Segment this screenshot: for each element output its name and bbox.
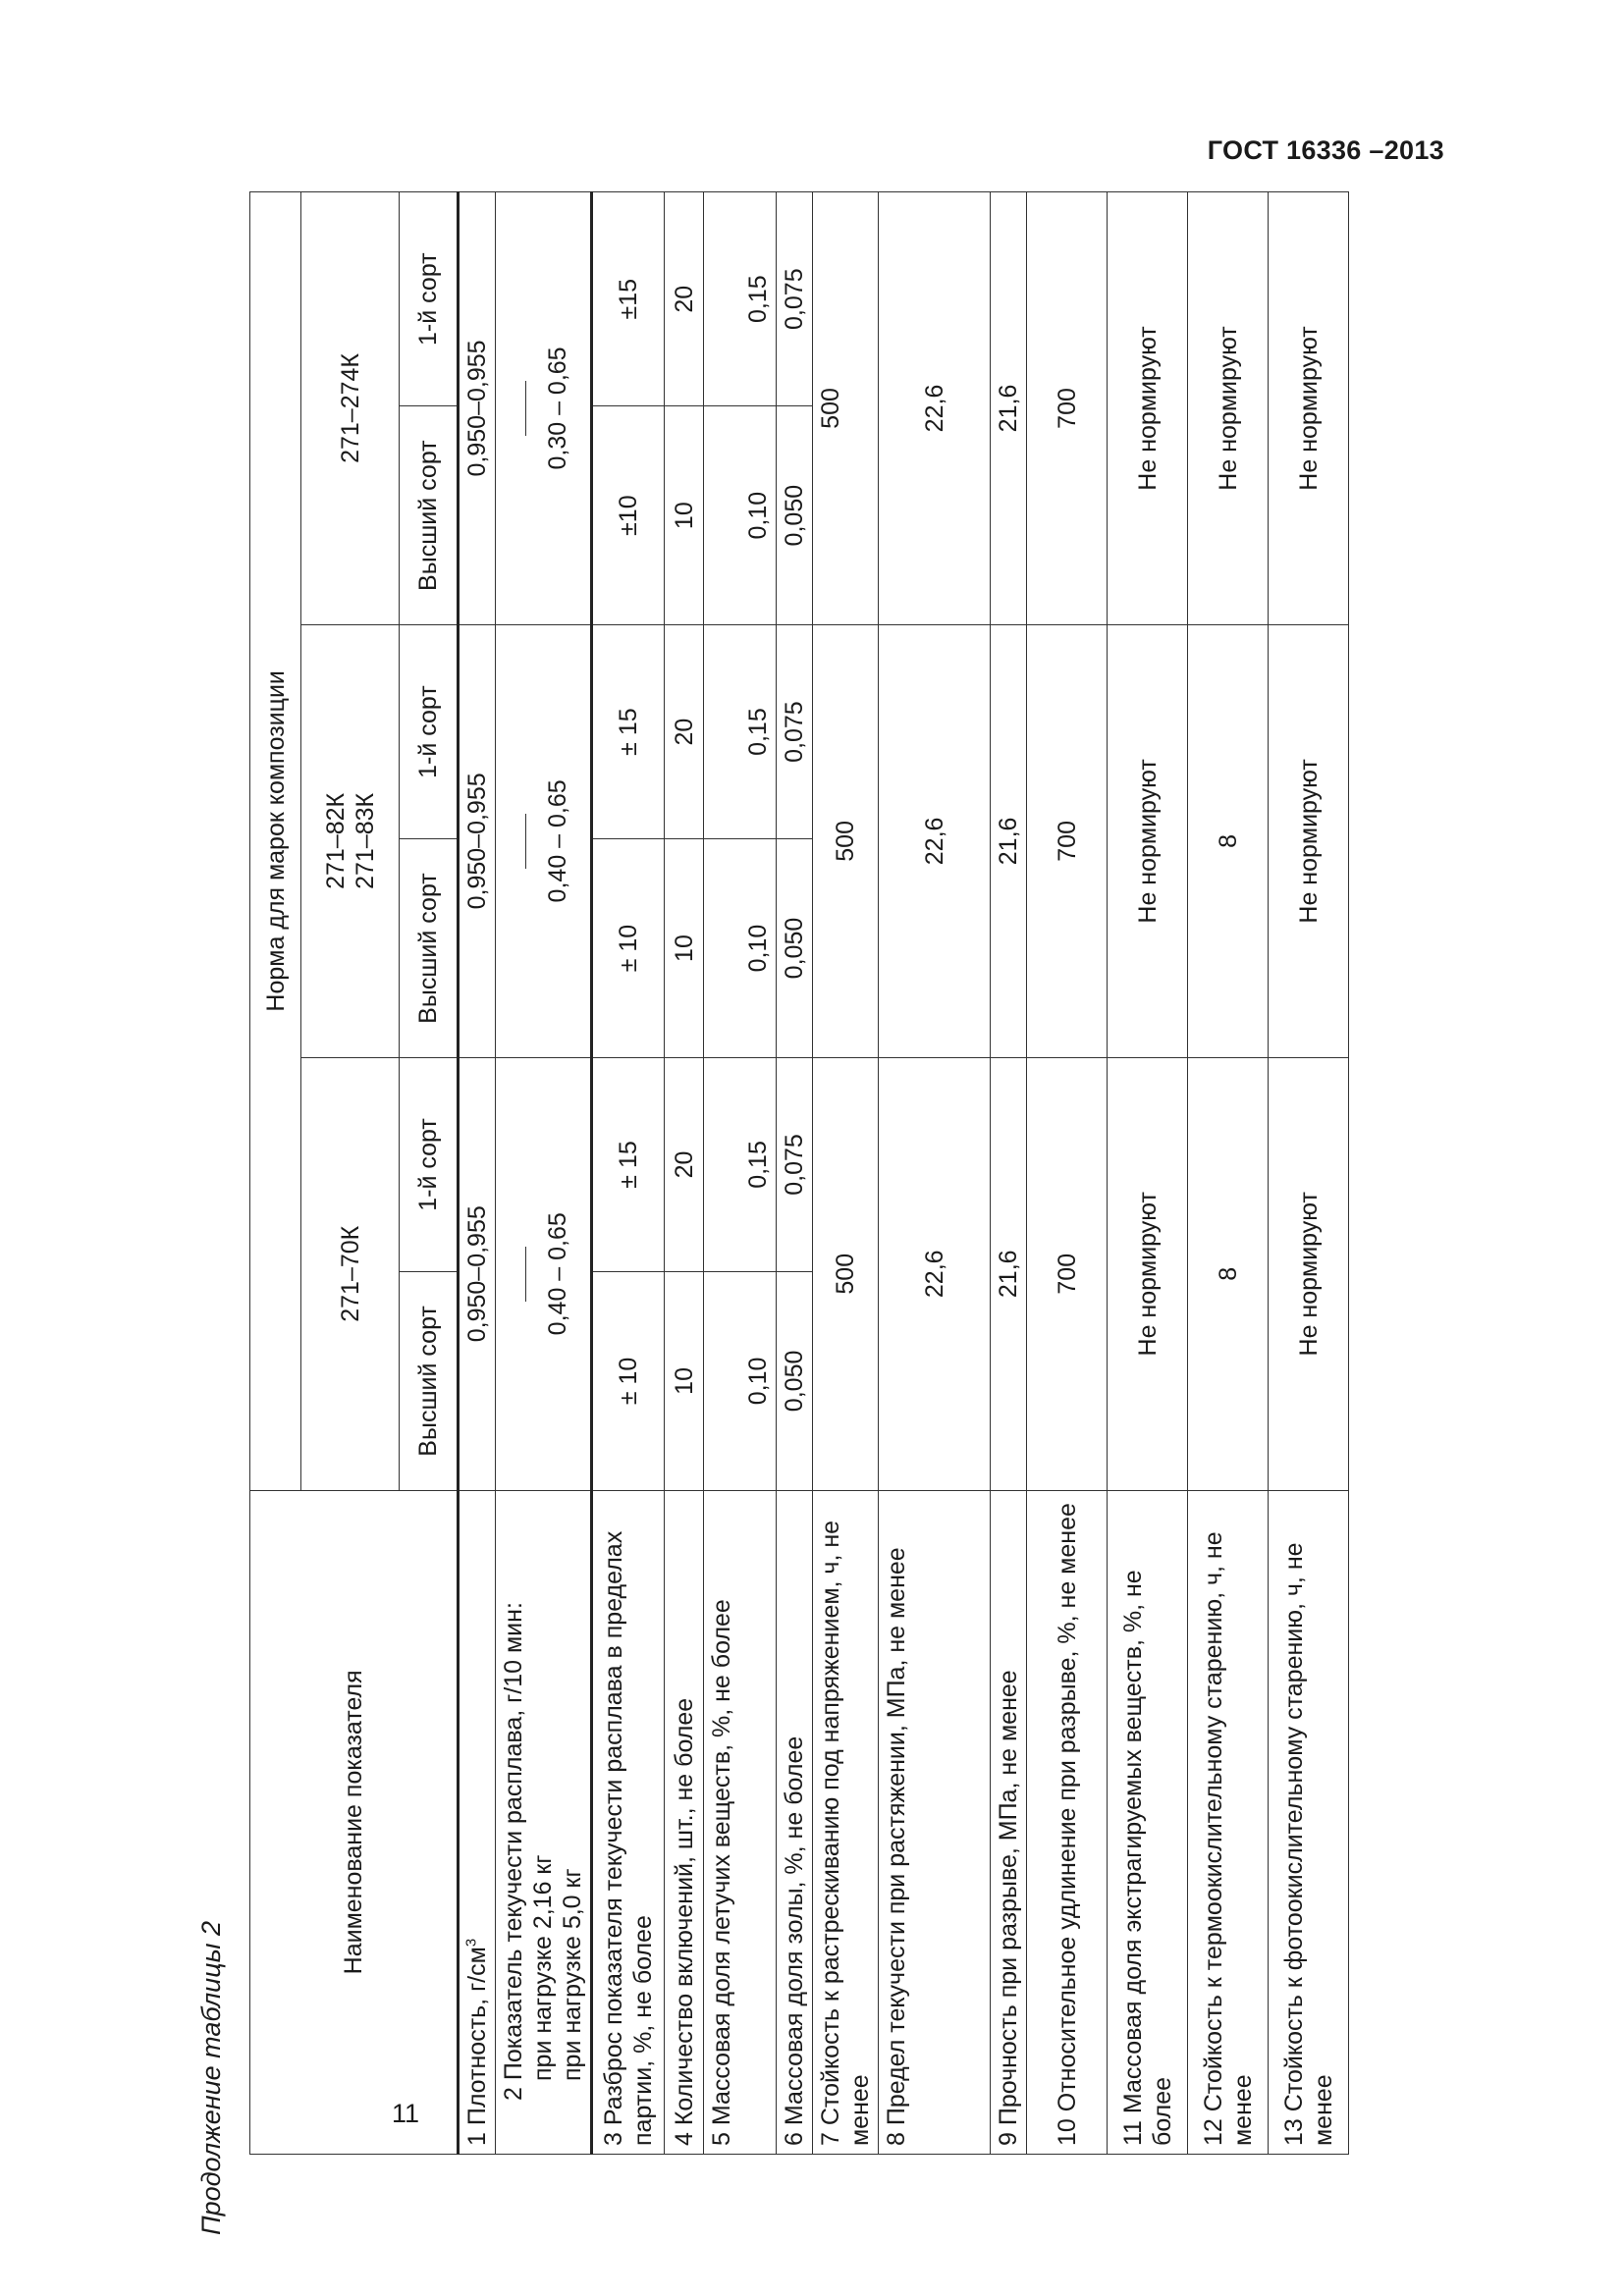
sort-first-70k: 1-й сорт (400, 1057, 459, 1271)
row-6-top-82k: 0,050 (777, 839, 813, 1058)
table-row (1027, 192, 1108, 2155)
row-6-first-70k: 0,075 (777, 1057, 813, 1271)
row-10-value-274k: 700 (1027, 192, 1108, 625)
row-5-top-274k: 0,10 (704, 406, 777, 625)
row-12-value-82k: 8 (1188, 624, 1269, 1057)
row-5-name: 5 Массовая доля летучих веществ, %, не более (704, 1490, 777, 2154)
row-11-value-274k: Не нормируют (1108, 192, 1188, 625)
row-10-value-70k: 700 (1027, 1057, 1108, 1490)
row-5-first-82k: 0,15 (704, 624, 777, 838)
table-row (496, 192, 592, 2155)
row-10-name: 10 Относительное удлинение при разрыве, %, не менее (1027, 1490, 1108, 2154)
table-row (1269, 192, 1349, 2155)
table-row (459, 192, 496, 2155)
table-row (1188, 192, 1269, 2155)
row-9-name: 9 Прочность при разрыве, МПа, не менее (991, 1490, 1027, 2154)
row-7-value-70k: 500 (813, 1057, 879, 1490)
row-6-top-274k: 0,050 (777, 406, 813, 625)
sort-first-274k: 1-й сорт (400, 192, 459, 406)
rotated-content (196, 118, 1434, 2238)
row-3-top-70k: ± 10 (592, 1272, 665, 1491)
row-9-value-70k: 21,6 (991, 1057, 1027, 1490)
row-6-top-70k: 0,050 (777, 1272, 813, 1491)
row-10-value-82k: 700 (1027, 624, 1108, 1057)
row-12-name: 12 Стойкость к термоокислительному старению, ч, не менее (1188, 1490, 1269, 2154)
row-5-top-82k: 0,10 (704, 839, 777, 1058)
row-8-value-82k: 22,6 (879, 624, 991, 1057)
name-header: Наименование показателя (250, 1490, 459, 2154)
sort-top-70k: Высший сорт (400, 1272, 459, 1491)
row-1-name: 1 Плотность, $г/см^3$ (459, 1490, 496, 2154)
row-3-top-274k: ±10 (592, 406, 665, 625)
row-9-value-274k: 21,6 (991, 192, 1027, 625)
row-6-first-274k: 0,075 (777, 192, 813, 406)
header-row-norm (250, 192, 301, 2155)
norms-table (249, 191, 1349, 2155)
row-7-name: 7 Стойкость к растрескиванию под напряжением, ч, не менее (813, 1490, 879, 2154)
table-row (665, 192, 704, 2155)
row-7-value-82k: 500 (813, 624, 879, 1057)
sort-top-274k: Высший сорт (400, 406, 459, 625)
row-5-top-70k: 0,10 (704, 1272, 777, 1491)
table-row (991, 192, 1027, 2155)
table-row (777, 192, 813, 2155)
row-8-value-70k: 22,6 (879, 1057, 991, 1490)
row-4-top-70k: 10 (665, 1272, 704, 1491)
norm-header: Норма для марок композиции (250, 192, 301, 1491)
table-row (592, 192, 665, 2155)
sort-top-82k: Высший сорт (400, 839, 459, 1058)
row-13-value-82k: Не нормируют (1269, 624, 1349, 1057)
row-9-value-82k: 21,6 (991, 624, 1027, 1057)
sort-first-82k: 1-й сорт (400, 624, 459, 838)
row-4-first-82k: 20 (665, 624, 704, 838)
row-4-top-274k: 10 (665, 406, 704, 625)
standard-header: ГОСТ 16336 –2013 (1207, 135, 1444, 165)
row-1-value-70k: 0,950–0,955 (459, 1057, 496, 1490)
row-4-name: 4 Количество включений, шт., не более (665, 1490, 704, 2154)
table-row (879, 192, 991, 2155)
row-1-value-82k: 0,950–0,955 (459, 624, 496, 1057)
row-7-value-274k: 500 (813, 192, 879, 625)
row-4-first-274k: 20 (665, 192, 704, 406)
row-3-top-82k: ± 10 (592, 839, 665, 1058)
row-8-value-274k: 22,6 (879, 192, 991, 625)
row-13-value-70k: Не нормируют (1269, 1057, 1349, 1490)
row-4-first-70k: 20 (665, 1057, 704, 1271)
row-6-name: 6 Массовая доля золы, %, не более (777, 1490, 813, 2154)
table-row (1108, 192, 1188, 2155)
row-6-first-82k: 0,075 (777, 624, 813, 838)
row-4-top-82k: 10 (665, 839, 704, 1058)
grade-271-82k-83k: 271–82К 271–83К (301, 624, 400, 1057)
row-11-value-82k: Не нормируют (1108, 624, 1188, 1057)
row-3-first-82k: ± 15 (592, 624, 665, 838)
row-3-first-70k: ± 15 (592, 1057, 665, 1271)
row-5-first-70k: 0,15 (704, 1057, 777, 1271)
row-2-value-70k: 0,40 – 0,65 (496, 1057, 592, 1490)
row-2-name: 2 Показатель текучести расплава, г/10 мин: при нагрузке 2,16 кг при нагрузке 5,0 кг (496, 1490, 592, 2154)
table-row (704, 192, 777, 2155)
row-2-value-274k: 0,30 – 0,65 (496, 192, 592, 625)
row-3-name: 3 Разброс показателя текучести расплава в пределах партии, %, не более (592, 1490, 665, 2154)
table-caption: Продолжение таблицы 2 (196, 1920, 226, 2235)
grade-271-70k: 271–70К (301, 1057, 400, 1490)
row-8-name: 8 Предел текучести при растяжении, МПа, не менее (879, 1490, 991, 2154)
row-5-first-274k: 0,15 (704, 192, 777, 406)
row-2-value-82k: 0,40 – 0,65 (496, 624, 592, 1057)
row-11-name: 11 Массовая доля экстрагируемых веществ, %, не более (1108, 1490, 1188, 2154)
page-number: 11 (392, 2099, 420, 2128)
row-12-value-70k: 8 (1188, 1057, 1269, 1490)
row-3-first-274k: ±15 (592, 192, 665, 406)
grade-271-274k: 271–274К (301, 192, 400, 625)
row-12-value-274k: Не нормируют (1188, 192, 1269, 625)
row-13-name: 13 Стойкость к фотоокислительному старению, ч, не менее (1269, 1490, 1349, 2154)
row-1-value-274k: 0,950–0,955 (459, 192, 496, 625)
row-11-value-70k: Не нормируют (1108, 1057, 1188, 1490)
row-13-value-274k: Не нормируют (1269, 192, 1349, 625)
table-row (813, 192, 879, 2155)
